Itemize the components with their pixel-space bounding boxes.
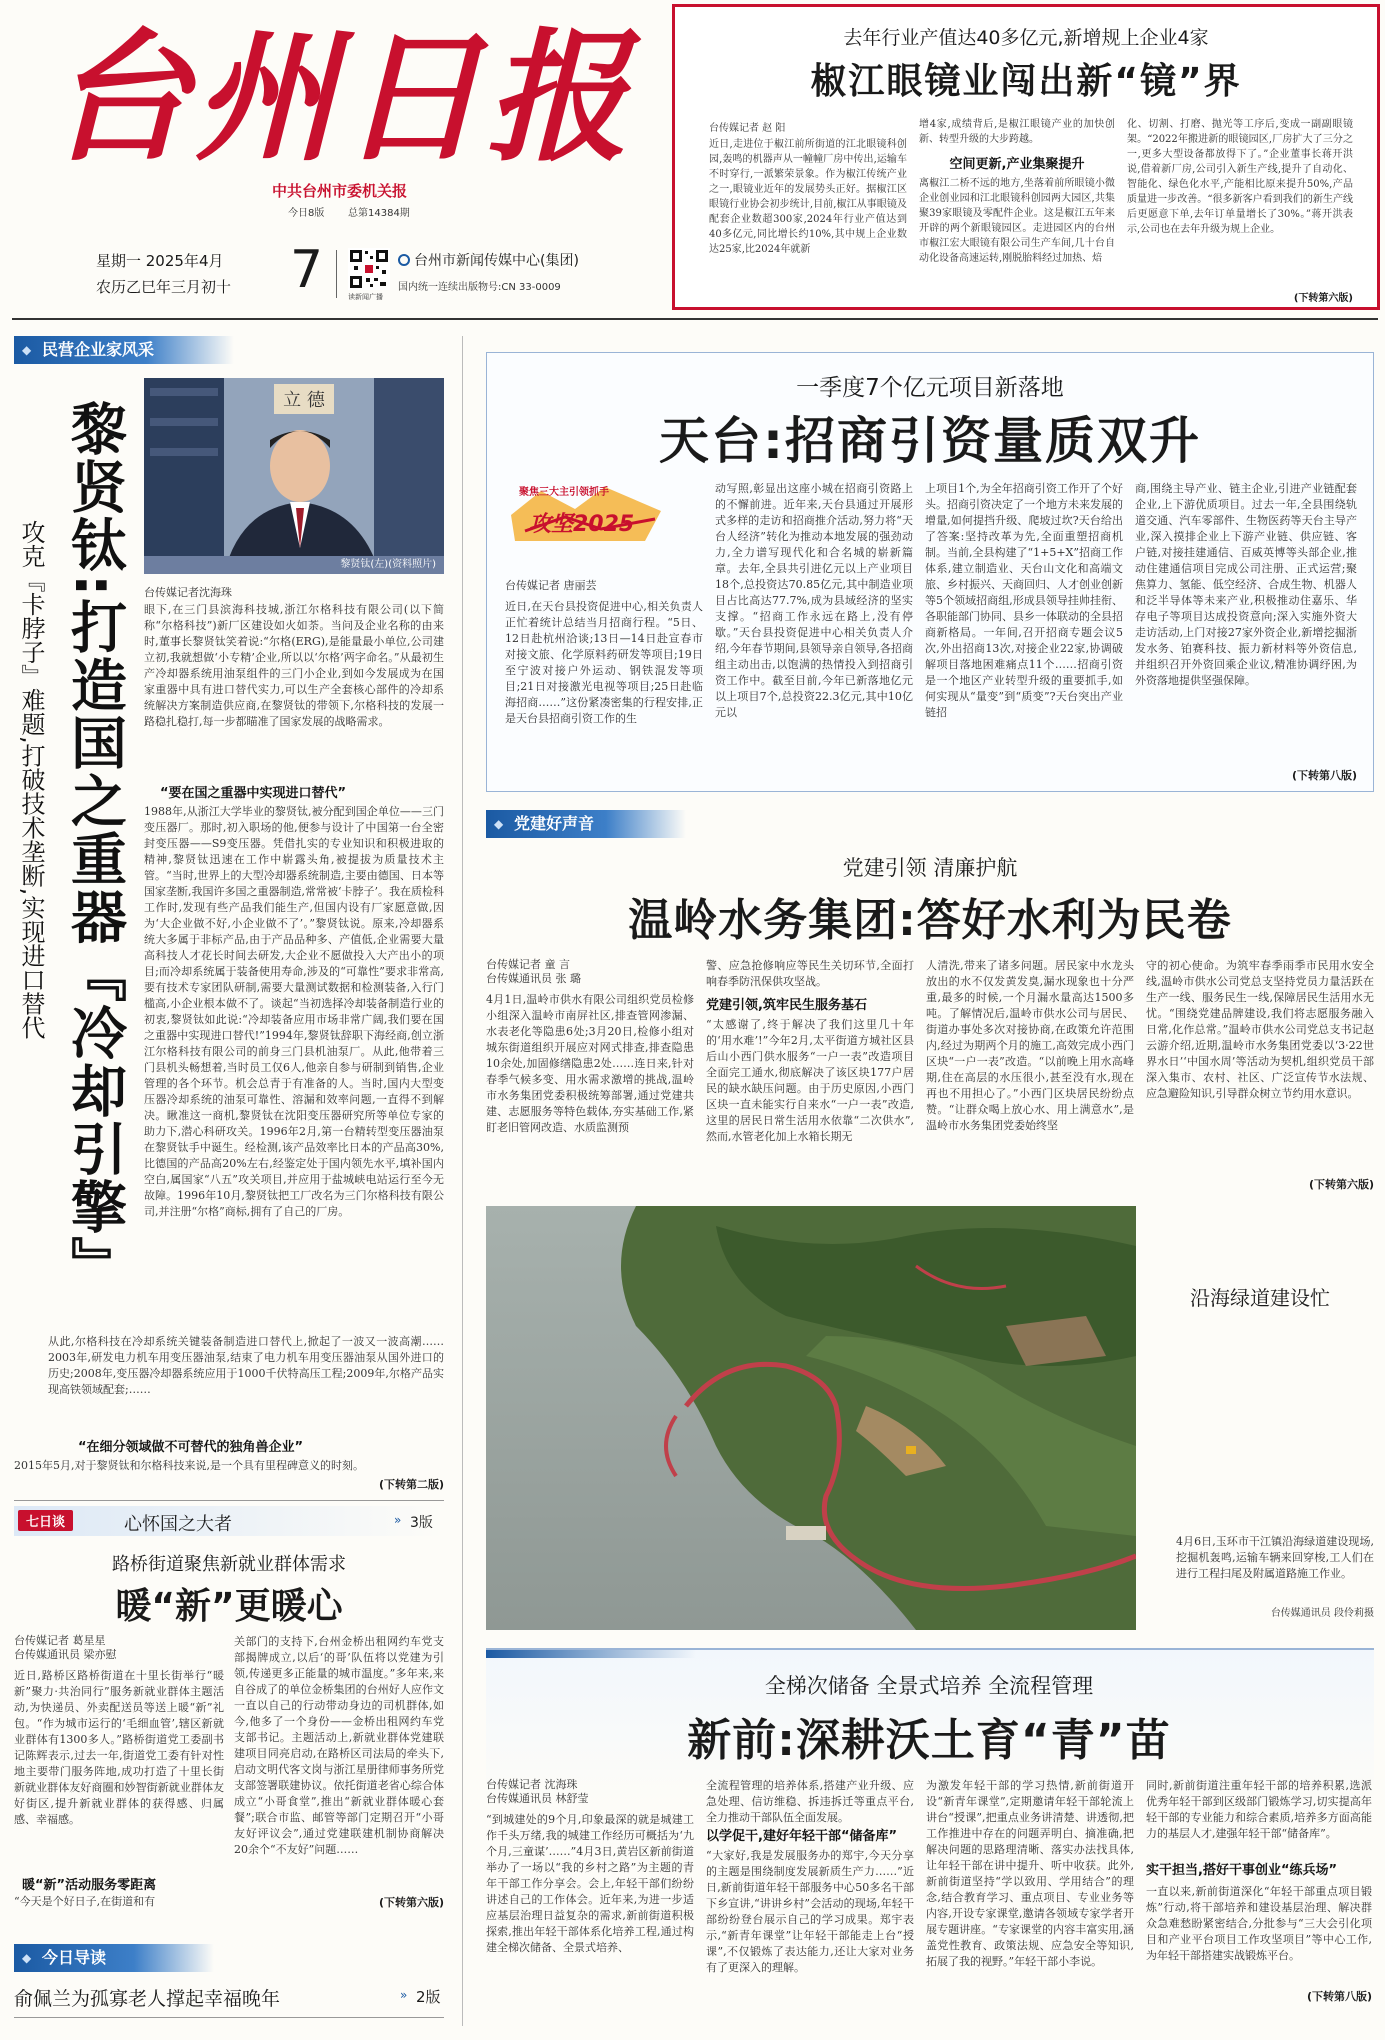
lead-story-box (672, 4, 1380, 310)
publisher-logo-icon (398, 254, 410, 266)
xinqian-continued[interactable]: (下转第八版) (1306, 1990, 1372, 2003)
xinqian-col2-text: “大家好,我是发展服务办的郑宇,今天分享的主题是围绕制度发展新质生产力……”近日,新前街道年轻干部服务中心50多名干部下乡宣讲,“讲讲乡村”会活动的现场,年轻干部纷纷登台展示自己的学习成果。郑宇表示,“新青年课堂”让年轻干部能走上台“授课”,不仅锻炼了表达能力,还让大家对业务有了更深入的理解。 (706, 1849, 914, 1974)
party-col2-top: 警、应急抢修响应等民生关切环节,全面打响春季防汛保供攻坚战。 (706, 959, 914, 988)
lead-continued[interactable]: (下转第六版) (1293, 293, 1353, 304)
employment-col1: 近日,路桥区路桥街道在十里长街举行“暖新”聚力·共治同行”服务新就业群体主题活动,为快递员、外卖配送员等送上暖“新”礼包。“作为城市运行的‘毛细血管’,辖区新就业群体有1300多人。”路桥街道党工委副书记陈辉表示,过去一年,街道党工委有针对性地主要带门服务阵地,成功打造了十里长街新就业群体友好商圈和妙智街新就业群体友好街区,提升新就业群体的获得感、归属感、幸福感。 (14, 1669, 224, 1826)
portrait-photo (144, 378, 444, 574)
greenway-photo (486, 1206, 1136, 1630)
party-col4: 守的初心使命。为筑牢春季雨季市民用水安全线,温岭市供水公司党总支坚持党员力量活跃在生产一线、服务民生一线,保障居民生活用水无忧。“围绕党建品牌建设,我们将志愿服务融入日常,化作总常。”温岭市供水公司党总支书记赵云游介绍,近期,温岭市水务集团党委以‘3·22世界水日’‘中国水周’等活动为契机,组织党员干部深入集市、农村、社区、广泛宣传节水法规、应急避险知识,引导群众树立节约用水意识。 (1146, 959, 1374, 1100)
masthead-rule (12, 318, 1378, 320)
lead-headline[interactable]: 椒江眼镜业闯出新“镜”界 (810, 61, 1242, 102)
vertical-title[interactable]: 黎贤钛:打造国之重器『冷却引擎』 (62, 400, 127, 1295)
today-title: 俞佩兰为孤寡老人撑起幸福晚年 (14, 1988, 281, 2010)
left-sub2: “在细分领域做不可替代的独角兽企业” (78, 1440, 304, 1455)
employment-col2: 关部门的支持下,台州金桥出租网约车党支部揭牌成立,以后‘的哥’队伍将以党建为引领,传递更多正能量的城市温度。”多年来,来自谷成了的单位金桥集团的台州好人应作文一直以自己的行动带动身边的司机群体,如今,他多了一个身份——金桥出租网约车党支部书记。主题活动上,新就业群体党建联建项目同亮启动,在路桥区司法局的牵头下,启动文明代客文岗与浙江星册律师事务所党支部签署联建协议。依托街道老省心综合体成立“小哥食堂”,推出“新就业群体暖心套餐”;联合市监、邮管等部门定期召开“小哥友好评议会”,通过党建联建机制协商解决20余个“不友好”问题…… (234, 1635, 444, 1856)
employment-continued[interactable]: (下转第六版) (378, 1896, 444, 1909)
party-col3: 人清洗,带来了诸多问题。居民家中水龙头放出的水不仅发黄发臭,漏水现象也十分严重,最多的时候,一个月漏水量高达1500多吨。了解情况后,温岭市供水公司与居民、街道办事处多次对接协商,在政策允许范围内,经过为期两个月的施工,高效完成小西门区块“一户一表”改造。“以前晚上用水高峰期,住在高层的水压很小,甚至没有水,现在再也不用担心了。”小西门区块居民纷纷点赞。“让群众喝上放心水、用上满意水”,是温岭市水务集团党委始终坚 (926, 959, 1134, 1132)
employment-kicker: 路桥街道聚焦新就业群体需求 (112, 1554, 346, 1575)
date-block (96, 240, 656, 308)
today-arrow-icon: » (400, 1988, 408, 2002)
left-p3: 从此,尔格科技在冷却系统关键装备制造进口替代上,掀起了一波又一波高潮……2003年,研发电力机车用变压器油泵,结束了电力机车用变压器油泵从国外进口的历史;2008年,变压器冷却器系统应用于1000千伏特高压工程;2009年,尔格产品实现高铁领域配套;…… (48, 1335, 444, 1396)
svg-text:立 德: 立 德 (283, 390, 325, 411)
xinqian-col4 (1146, 1778, 1372, 2026)
masthead-org: 中共台州市委机关报 (272, 182, 408, 200)
campaign-badge (505, 481, 667, 545)
edition-info: 今日8版 (288, 208, 325, 219)
serial-number: 总第14384期 (348, 208, 410, 219)
photo-credit: 台传媒通讯员 段伶莉摄 (1270, 1608, 1374, 1619)
party-col2-text: “太感谢了,终于解决了我们这里几十年的‘用水难’!”今年2月,太平街道方城社区县后山小西门供水服务“一户一表”改造项目全面完工通水,彻底解决了该区块177户居民的缺水缺压问题。由于历史原因,小西门区块一直未能实行自来水“一户一表”改造,这里的居民日常生活用水依靠“二次供水”,然而,水管老化加上水箱长期无 (706, 1018, 914, 1143)
lead-col2-top: 增4家,成绩背后,是椒江眼镜产业的加快创新、转型升级的大步跨越。 (919, 119, 1115, 145)
lead-kicker: 去年行业产值达40多亿元,新增规上企业4家 (843, 27, 1209, 49)
qr-code-icon[interactable] (348, 248, 390, 290)
teaser-rule-top (14, 1500, 444, 1501)
tiantai-col3: 上项目1个,为全年招商引资工作开了个好头。招商引资决定了一个地方未来发展的增量,如何提挡升级、爬坡过坎?天台给出了答案:坚持改革为先,全面重塑招商机制。当前,全县构建了“1+5+X”招商工作体系,建立制造业、天台山文化和高端文旅、乡村振兴、天商回归、人才创业创新等5个领域招商组,形成县领导挂帅挂衔、各职能部门协同、县乡一体联动的全县招商新格局。一年间,召开招商专题会议5次,外出招商13次,对接企业22家,协调破解项目落地困难痛点11个……招商引资是一个地区产业转型升级的重要抓手,如何实现从“量变”到“质变”?天台突出产业链招 (925, 482, 1123, 719)
lead-byline: 台传媒记者 赵 阳 (709, 123, 786, 134)
party-col2-sub: 党建引领,筑牢民生服务基石 (706, 998, 867, 1013)
xinqian-col2 (706, 1778, 914, 2024)
employment-col1-tail: “今天是个好日子,在街道和有 (14, 1895, 156, 1908)
left-byline: 台传媒记者沈海珠 (144, 586, 232, 599)
left-p1: 眼下,在三门县滨海科技城,浙江尔格科技有限公司(以下简称“尔格科技”)新厂区建设如火如荼。当问及企业名称的由来时,董事长黎贤钛笑着说:“尔格(ERG),是能量最小单位,公司建立初,我就想做‘小专精’企业,所以以‘尔格’两字命名。”从最初生产冷却器系统用油泵组件的三门小企业,到如今发展成为在国家重器中具有进口替代实力,可以生产全套核心部件的冷却系统解决方案制造供应商,在黎贤钛的带领下,尔格科技的发展一路稳扎稳打,每一步都瞄准了国家发展的战略需求。 (144, 603, 444, 728)
lead-col1: 近日,走进位于椒江前所街道的江北眼镜科创园,轰鸣的机器声从一幢幢厂房中传出,运输车不时穿行,一派繁荣景象。作为椒江传统产业之一,眼镜业近年的发展势头正好。据椒江区眼镜行业协会初步统计,目前,椒江从事眼镜及配套企业数超300家,2024年行业产值达到40多亿元,同比增长约10%,其中规上企业数达25家,比2024年就新 (709, 139, 907, 255)
party-headline[interactable]: 温岭水务集团:答好水利为民卷 (628, 895, 1232, 946)
tiantai-kicker: 一季度7个亿元项目新落地 (796, 375, 1064, 401)
masthead-title: 台州日报 (48, 15, 632, 181)
publisher: 台州市新闻传媒中心(集团) (414, 253, 579, 269)
weekday-line: 星期一 2025年4月 (96, 252, 224, 270)
masthead (0, 0, 660, 318)
tiantai-continued[interactable]: (下转第八版) (1291, 769, 1357, 782)
xinqian-byline: 台传媒记者 沈海珠 台传媒通讯员 林舒莹 (486, 1778, 589, 1805)
today-page: 2版 (416, 1988, 441, 2006)
tiantai-col1: 近日,在天台县投资促进中心,相关负责人正忙着统计总结当月招商行程。“5日、12日赴杭州洽谈;13日—14日赴宣春市对接文旅、化学原料药研发等项目;19日至宁波对接户外运动、钢铁混发等项目;21日对接激光电视等项目;25日赴临海招商……”这份紧凑密集的行程安排,正是天台县招商引资工作的生 (505, 600, 703, 725)
xinqian-col1: “到城建处的9个月,印象最深的就是城建工作千头万绪,我的城建工作经历可概括为‘九个月,三童谋’……”4月3日,黄岩区新前街道举办了一场以“我的乡村之路”为主题的青年干部工作分享会。会上,年轻干部们纷纷讲述自己的工作体会。近年来,为进一步适应基层治理日益复杂的需求,新前街道积极探索,推出年轻干部体系化培养工程,通过构建全梯次储备、全景式培养、 (486, 1813, 694, 1954)
badge-bottom: 攻坚2025 (529, 512, 635, 537)
photo-caption: 4月6日,玉环市干江镇沿海绿道建设现场,挖掘机轰鸣,运输车辆来回穿梭,工人们在进行工程扫尾及附属道路施工作业。 (1176, 1535, 1374, 1580)
lead-col2-text: 离椒江二桥不远的地方,坐落着前所眼镜小微企业创业园和江北眼镜科创园两大园区,共集聚39家眼镜及零配件企业。这是椒江五年来开辟的两个新眼镜园区。走进园区内的台州市椒江宏大眼镜有限公司生产车间,几十台自动化设备高速运转,刚脱胎料经过加热、焙 (919, 178, 1115, 264)
left-p2: 1988年,从浙江大学毕业的黎贤钛,被分配到国企单位——三门变压器厂。那时,初入职场的他,便参与设计了中国第一台全密封变压器——S9变压器。凭借扎实的专业知识和积极进取的精神,黎贤钛迅速在工作中崭露头角,被提拔为质量技术主管。“当时,世界上的大型冷却器系统制造,主要由德国、日本等国家垄断,我国许多国之重器制造,常常被‘卡脖子’。我在质检科工作时,发现有些产品我们能生产,但国内设有厂家愿意做,因为‘大企业做不好,小企业做不了’。”黎贤钛说。原来,冷却器系统大多属于非标产品,由于产品品种多、产值低,企业需要大量高科技人才花长时间去研发,大企业不愿做投入大产出小的项目;而冷却系统属于装备使用寿命,涉及的“可靠性”要求非常高,要有技术专家团队研制,需要大量测试数据和检测装备,入行门槛高,小企业根本做不了。谈起“当初选择冷却装备制造行业的初衷,黎贤钛如此说:“冷却装备应用市场非常广阔,我们要在国之重器中实现进口替代!”1994年,黎贤钛辞职下海经商,创立浙江尔格科技有限公司的前身三门县机油泵厂。从此,他带着三门县机头畅想着,当时员工仅6人,他亲自参与研制到销售,企业管理的各个环节。机会总青于有准备的人。当时,国内大型变压器冷却系统的油泵可靠性、溶漏和效率问题,一直得不到解决。瞅准这一商机,黎贤钛在沈阳变压器研究所等单位专家的助力下,潜心科研攻关。1996年2月,第一台精转型变压器油泵在黎贤钛手中诞生。经检测,该产品效率比日本的产品高30%,比德国的产品高20%左右,经鉴定处于国内领先水平,填补国内空白,属国家“八五”攻关项目,并应用于盐城峡电站运行至今无故障。1996年10月,黎贤钛把工厂改名为三门尔格科技有限公司,并注册“尔格”商标,拥有了自己的厂房。 (144, 805, 444, 1218)
left-continued[interactable]: (下转第二版) (378, 1478, 444, 1491)
today-item[interactable] (14, 1978, 444, 2018)
party-col1: 4月1日,温岭市供水有限公司组织党员检修小组深入温岭市南屏社区,排查管网渗漏、水表老化等隐患6处;3月20日,检修小组对城东街道组织开展应对网式排查,排查隐患10余处,加固修缮隐患2处……连日来,针对春季气候多变、用水需求激增的挑战,温岭市水务集团党委积极统筹部署,通过党建共建、志愿服务等特色载体,夯实基础工作,紧盯老旧管网改造、水质监测预 (486, 993, 694, 1134)
employment-col1-sub: 暖“新”活动服务零距离 (22, 1878, 157, 1893)
lead-col3: 化、切割、打磨、抛光等工序后,变成一副副眼镜架。“2022年搬进新的眼镜园区,厂房扩大了三分之一,更多大型设备都放得下了。”企业董事长蒋开洪说,借着新厂房,公司引入新生产线,提升了自动化、智能化、绿色化水平,产能相比原来提升50%,产品质量进一步改善。“很多新客户看到我们的新生产线后更愿意下单,去年订单量增长了30%。”蒋开洪表示,公司也在去年升级为规上企业。 (1127, 119, 1353, 235)
employment-byline: 台传媒记者 葛星星 台传媒通讯员 梁亦慰 (14, 1634, 117, 1661)
section-bar-today: ◆ 今日导读 (14, 1944, 214, 1972)
tiantai-headline[interactable]: 天台:招商引资量质双升 (659, 412, 1201, 470)
party-kicker: 党建引领 清廉护航 (842, 856, 1018, 880)
party-byline: 台传媒记者 童 言 台传媒通讯员 张 璐 (486, 958, 581, 985)
xinqian-kicker: 全梯次储备 全景式培养 全流程管理 (764, 1674, 1094, 1698)
vertical-kicker: 攻克『卡脖子』难题,打破技术垄断,实现进口替代 (17, 520, 45, 1040)
qr-label: 读新闻广播 (348, 293, 383, 301)
teaser-tag: 七日谈 (18, 1510, 73, 1531)
photo-title: 沿海绿道建设忙 (1190, 1286, 1330, 1310)
xinqian-box (486, 1648, 1374, 2032)
column-divider (462, 336, 463, 2026)
teaser-arrow-icon: » (394, 1513, 402, 1527)
date-divider (336, 250, 337, 298)
lead-col2-subhead: 空间更新,产业集聚提升 (949, 157, 1085, 172)
tiantai-col2: 动写照,彰显出这座小城在招商引资路上的不懈前进。近年来,天台县通过开展形式多样的走访和招商推介活动,努力将“天台人经济”转化为推动本地发展的强劲动力,全力谱写现代化和合名城的崭新篇章。去年,全县共引进亿元以上产业项目18个,总投资达70.85亿元,其中制造业项目占比高达77.7%,成为县域经济的坚实支撑。“招商工作永远在路上,没有停歇。”天台县投资促进中心相关负责人介绍,今年春节期间,县领导亲自领导,各招商组主动出击,以饱满的热情投入到招商引资工作中。截至目前,今年已新落地亿元以上项目7个,总投资22.3亿元,其中10亿元以 (715, 482, 913, 719)
left-sub1: “要在国之重器中实现进口替代” (160, 786, 347, 801)
tiantai-byline: 台传媒记者 唐丽芸 (505, 579, 597, 592)
tiantai-box (486, 352, 1374, 792)
xinqian-col2-top: 全流程管理的培养体系,搭建产业升级、应急处理、信访维稳、拆违拆迁等重点平台,全力推动干部队伍全面发展。 (706, 1779, 914, 1824)
section-bar-entrepreneur: ◆ 民营企业家风采 (14, 336, 234, 364)
xinqian-ribbon (486, 1650, 696, 1658)
xinqian-col4-sub: 实干担当,搭好干事创业“练兵场” (1146, 1863, 1338, 1878)
xinqian-col4-text: 同时,新前街道注重年轻干部的培养积累,选派优秀年轻干部到区级部门锻炼学习,切实提高年轻干部的专业能力和综合素质,培养多方面高能力的基层人才,建强年轻干部“储备库”。 (1146, 1779, 1372, 1840)
party-continued[interactable]: (下转第六版) (1308, 1178, 1374, 1191)
tiantai-col4: 商,围绕主导产业、链主企业,引进产业链配套企业,上下游优质项目。过去一年,全县围绕轨道交通、汽车零部件、生物医药等天台主导产业,深入摸排企业上下游产业链、供应链、客户链,对接挂建通信、百威英博等头部企业,推动住建通信项目完成公司注册、正式运营;聚焦算力、氢能、低空经济、合成生物、机器人和泛半导体等未来产业,积极推动住嘉乐、华存电子等项目达成投资意向;深入实施外资大走访活动,上门对接27家外资企业,新增挖掘浙发水务、铂赛科技、振力新材料等外资信息,并组织召开外资回乘企业议,精准协调纾困,为外资落地提供坚强保障。 (1135, 482, 1357, 687)
day-number: 7 (290, 240, 324, 300)
xinqian-headline[interactable]: 新前:深耕沃土育“青”苗 (687, 1715, 1171, 1766)
xinqian-col2-sub: 以学促干,建好年轻干部“储备库” (706, 1829, 898, 1844)
teaser-commentary[interactable] (14, 1506, 444, 1536)
portrait-caption: 黎贤钛(左)(资料照片) (340, 559, 436, 570)
section-bar-party: ◆ 党建好声音 (486, 810, 686, 838)
teaser-page: 3版 (410, 1515, 433, 1531)
xinqian-col3: 为激发年轻干部的学习热情,新前街道开设“新青年课堂”,定期邀请年轻干部轮流上讲台“授课”,把重点业务讲清楚、讲透彻,把工作推进中存在的问题弄明白、摘准确,把解决问题的思路理清晰、落实办法找具体,让年轻干部在讲中提升、听中收获。此外,新前街道坚持“学以致用、学用结合”的理念,结合教育学习、重点项目、专业业务等内容,开设专家课堂,邀请各领域专家学者开展专题讲座。“专家课堂的内容丰富实用,涵盖党性教育、政策法规、应急安全等知识,拓展了我的视野。”年轻干部小李说。 (926, 1779, 1134, 1968)
left-p4: 2015年5月,对于黎贤钛和尔格科技来说,是一个具有里程碑意义的时刻。 (14, 1459, 364, 1472)
lunar-date: 农历乙巳年三月初十 (96, 278, 232, 296)
cn-number: 国内统一连续出版物号:CN 33-0009 (398, 282, 561, 293)
teaser-title: 心怀国之大者 (124, 1514, 232, 1535)
party-col2 (706, 958, 914, 1194)
employment-headline[interactable]: 暖“新”更暖心 (115, 1586, 343, 1627)
lead-col2 (919, 117, 1115, 307)
xinqian-col4-tail: 一直以来,新前街道深化“年轻干部重点项目锻炼”行动,将干部培养和建设基层治理、解决群众急难愁盼紧密结合,分批参与“三大会引化项目和产业平台项目工作攻坚项目”等中心工作,为年轻干部搭建实战锻炼平台。 (1146, 1885, 1372, 1962)
badge-top: 聚焦三大主引领抓手 (519, 487, 609, 498)
